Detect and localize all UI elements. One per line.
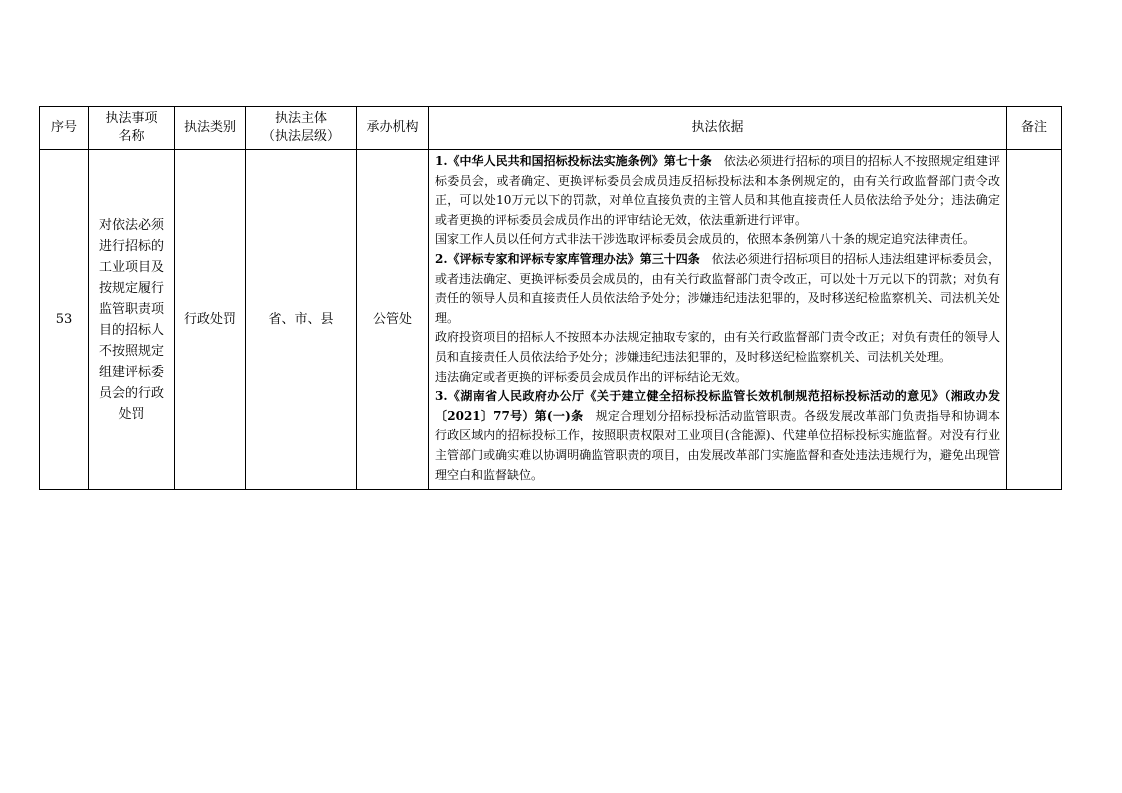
header-subject	[246, 107, 357, 150]
cell-name: 对依法必须进行招标的工业项目及按规定履行监管职责项目的招标人不按照规定组建评标委员会的行政处罚	[89, 150, 175, 490]
header-basis: 执法依据	[429, 107, 1007, 150]
basis-text-3: 规定合理划分招标投标活动监管职责。各级发展改革部门负责指导和协调本行政区域内的招标投标工作，按照职责权限对工业项目(含能源)、代建单位招标投标实施监督。对没有行业主管部门或确实难以协调明确监管职责的项目，由发展改革部门实施监督和查处违法违规行为，避免出现管理空白和监督缺位。	[435, 408, 1000, 482]
basis-title-3: 3.《湖南省人民政府办公厅《关于建立健全招标投标监管长效机制规范招标投标活动的意见》（湘政办发〔2021〕77号）第(一)条	[435, 389, 1000, 423]
header-no: 序号	[40, 107, 89, 150]
cell-subject: 省、市、县	[246, 150, 357, 490]
basis-title-2: 2.《评标专家和评标专家库管理办法》第三十四条	[435, 251, 700, 266]
table-row	[40, 150, 1062, 490]
header-remark: 备注	[1007, 107, 1062, 150]
header-name: 执法事项名称	[89, 107, 175, 150]
basis-paragraph-1	[435, 152, 1000, 230]
header-agency: 承办机构	[357, 107, 429, 150]
basis-text-1: 依法必须进行招标的项目的招标人不按照规定组建评标委员会，或者确定、更换评标委员会成员违反招标投标法和本条例规定的，由有关行政监督部门责令改正，可以处10万元以下的罚款，对单位直接负责的主管人员和其他直接责任人员依法给予处分；违法确定或者更换的评标委员会成员作出的评审结论无效，依法重新进行评审。	[435, 154, 1000, 227]
header-subject-line2: （执法层级）	[261, 129, 340, 144]
cell-no: 53	[40, 150, 89, 490]
cell-agency: 公管处	[357, 150, 429, 490]
basis-paragraph-2: 国家工作人员以任何方式非法干涉选取评标委员会成员的，依照本条例第八十条的规定追究法律责任。	[435, 232, 976, 247]
basis-title-1: 1.《中华人民共和国招标投标法实施条例》第七十条	[435, 154, 712, 168]
header-subject-line1: 执法主体	[274, 111, 327, 126]
cell-basis	[429, 150, 1007, 490]
header-category: 执法类别	[175, 107, 246, 150]
cell-category: 行政处罚	[175, 150, 246, 490]
basis-text-2: 依法必须进行招标项目的招标人违法组建评标委员会，或者违法确定、更换评标委员会成员的，由有关行政监督部门责令改正，可以处十万元以下的罚款；对负有责任的领导人员和直接责任人员依法给予处分；涉嫌违纪违法犯罪的，及时移送纪检监察机关、司法机关处理。	[435, 251, 1000, 325]
basis-paragraph-5: 违法确定或者更换的评标委员会成员作出的评标结论无效。	[435, 369, 748, 384]
basis-paragraph-4: 政府投资项目的招标人不按照本办法规定抽取专家的，由有关行政监督部门责令改正；对负有责任的领导人员和直接责任人员依法给予处分；涉嫌违纪违法犯罪的，及时移送纪检监察机关、司法机关处理。	[435, 330, 1000, 364]
cell-remark	[1007, 150, 1062, 490]
header-row	[40, 107, 1062, 150]
enforcement-table	[39, 106, 1062, 490]
basis-paragraph-3	[435, 250, 1000, 328]
basis-paragraph-6	[435, 387, 1000, 485]
